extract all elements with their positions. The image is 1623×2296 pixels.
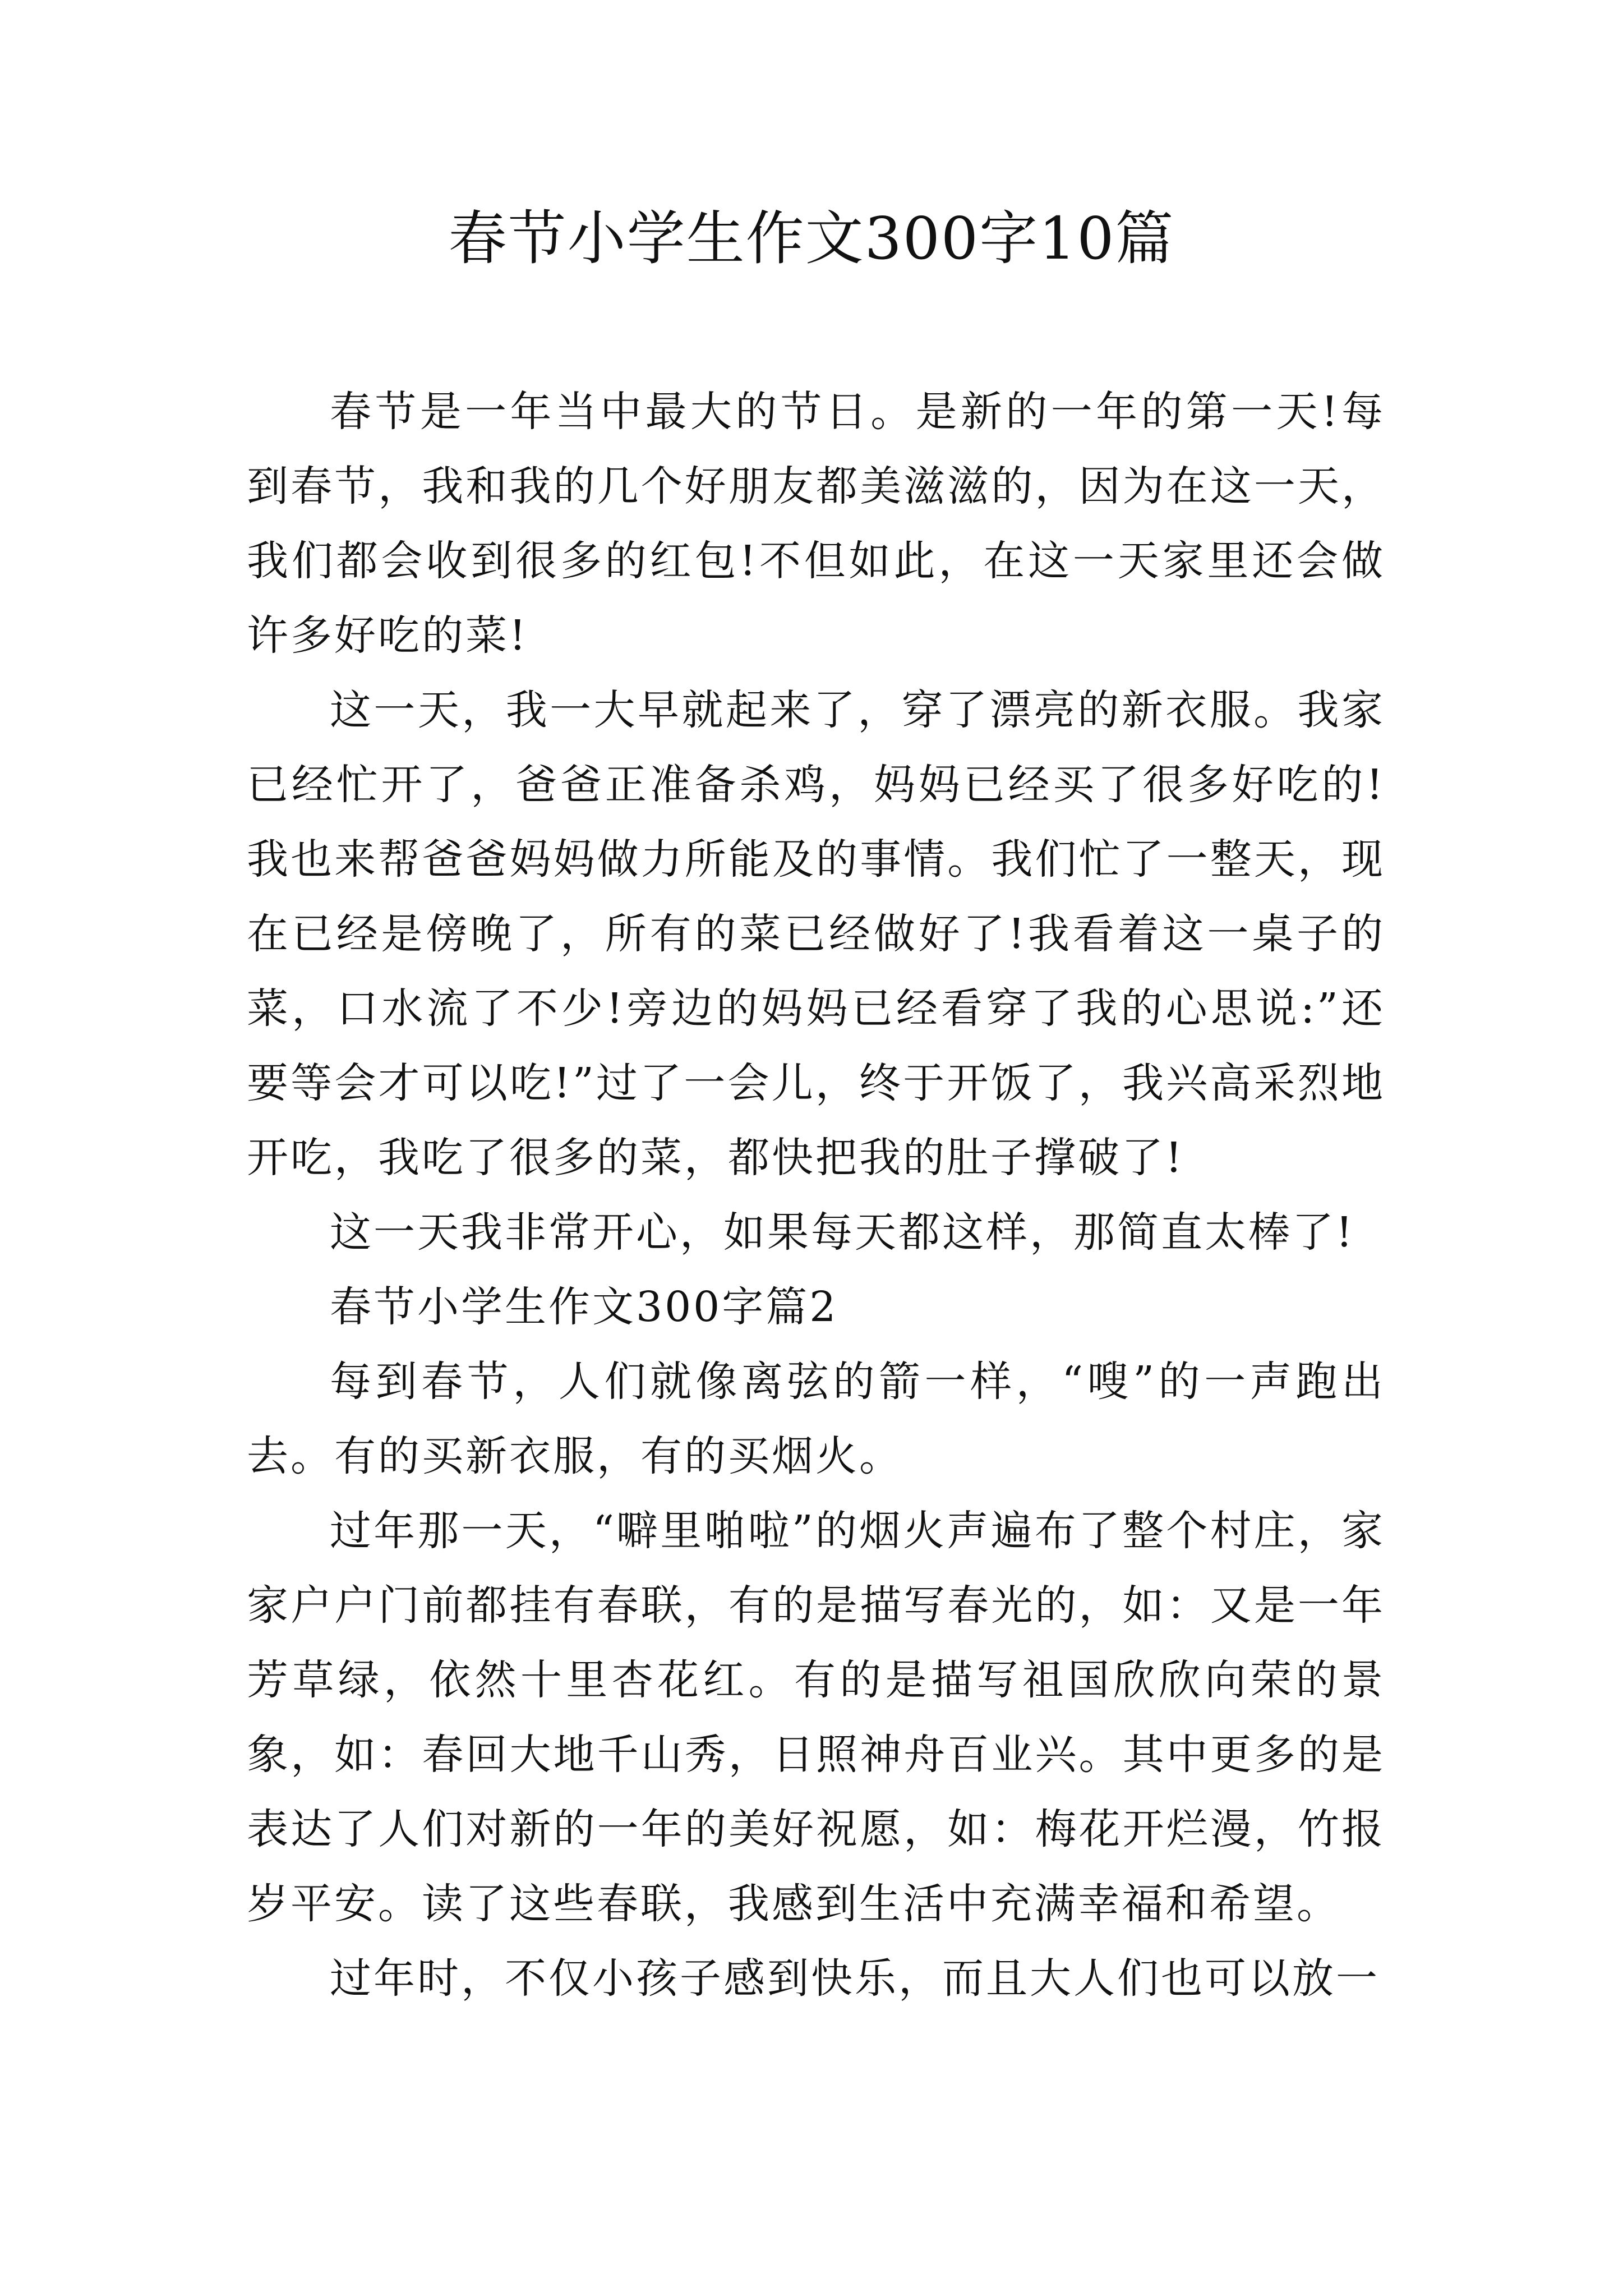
paragraph-6: 过年时，不仅小孩子感到快乐，而且大人们也可以放一 <box>330 1954 1380 2003</box>
paragraph-5: 过年那一天，“噼里啪啦”的烟火声遍布了整个村庄，家家户户门前都挂有春联，有的是描写春光的，如：又是一年芳草绿，依然十里杏花红。有的是描写祖国欣欣向荣的景象，如：春回大地千山秀，日照神舟百业兴。其中更多的是表达了人们对新的一年的美好祝愿，如：梅花开烂漫，竹报岁平安。读了这些春联，我感到生活中充满幸福和希望。 <box>247 1507 1385 1928</box>
paragraph-4: 每到春节，人们就像离弦的箭一样，“嗖”的一声跑出去。有的买新衣服，有的买烟火。 <box>247 1358 1385 1480</box>
paragraph-3: 这一天我非常开心，如果每天都这样，那简直太棒了! <box>330 1208 1355 1257</box>
paragraph-2: 这一天，我一大早就起来了，穿了漂亮的新衣服。我家已经忙开了，爸爸正准备杀鸡，妈妈已经买了很多好吃的!我也来帮爸爸妈妈做力所能及的事情。我们忙了一整天，现在已经是傍晚了，所有的菜已经做好了!我看着这一桌子的菜，口水流了不少!旁边的妈妈已经看穿了我的心思说:”还要等会才可以吃!”过了一会儿，终于开饭了，我兴高采烈地开吃，我吃了很多的菜，都快把我的肚子撑破了! <box>247 686 1385 1182</box>
document-title: 春节小学生作文300字10篇 <box>448 204 1175 273</box>
paragraph-1: 春节是一年当中最大的节日。是新的一年的第一天!每到春节，我和我的几个好朋友都美滋滋的，因为在这一天，我们都会收到很多的红包!不但如此，在这一天家里还会做许多好吃的菜! <box>247 388 1385 660</box>
section-heading-2: 春节小学生作文300字篇2 <box>330 1283 838 1331</box>
document-body <box>247 375 1385 2016</box>
